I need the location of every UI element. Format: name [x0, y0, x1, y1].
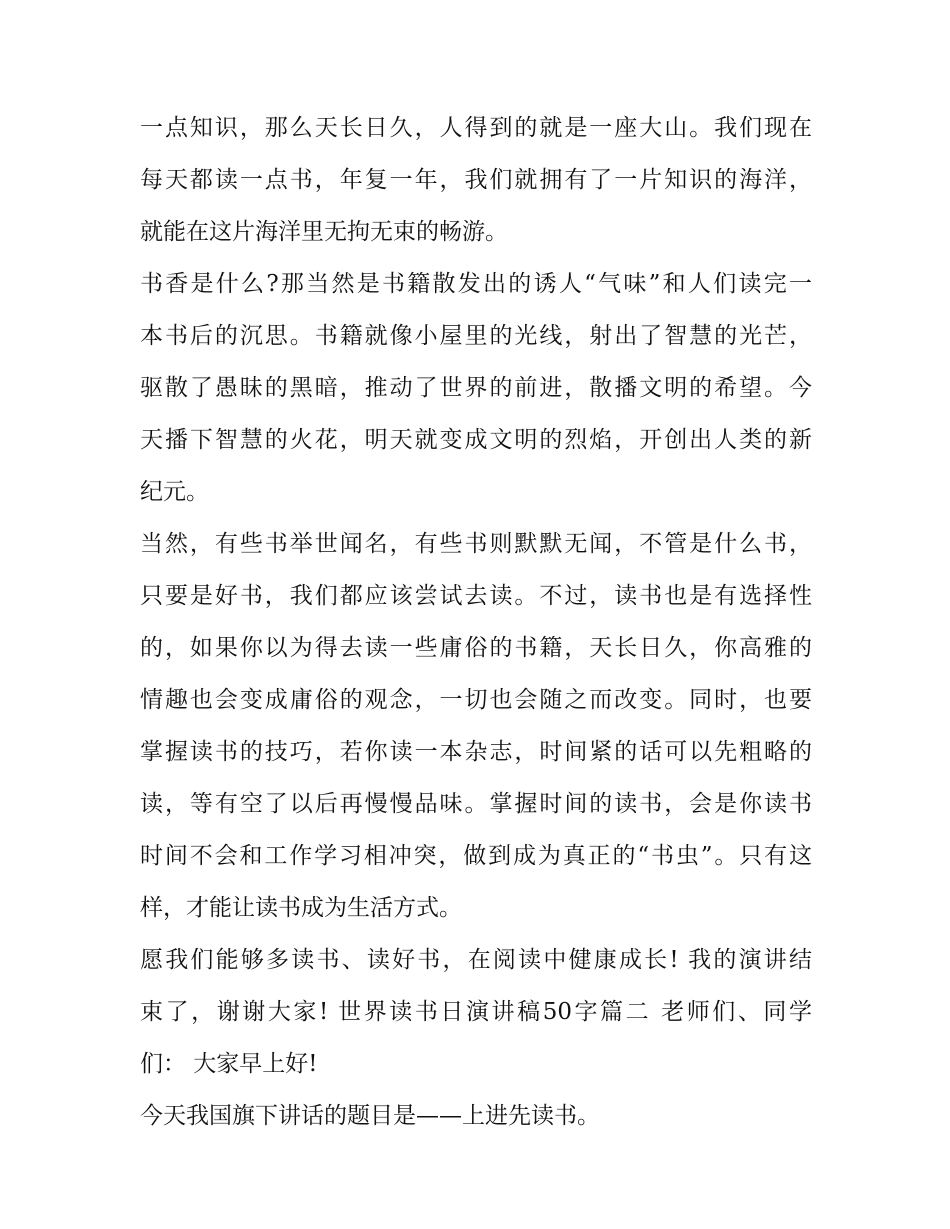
text-line: 今天我国旗下讲话的题目是——上进先读书。 [140, 1103, 600, 1129]
text-line: 束了，谢谢大家! 世界读书日演讲稿50字篇二 老师们、同学 [140, 999, 812, 1025]
text-line: 驱散了愚昧的黑暗，推动了世界的前进，散播文明的希望。今 [140, 375, 812, 401]
text-line: 的，如果你以为得去读一些庸俗的书籍，天长日久，你高雅的 [140, 635, 812, 661]
text-line: 愿我们能够多读书、读好书，在阅读中健康成长! 我的演讲结 [140, 947, 812, 973]
text-line: 书香是什么?那当然是书籍散发出的诱人“气味”和人们读完一 [140, 271, 812, 297]
text-line: 时间不会和工作学习相冲突，做到成为真正的“书虫”。只有这 [140, 843, 812, 869]
text-line: 样，才能让读书成为生活方式。 [140, 895, 462, 921]
text-line: 天播下智慧的火花，明天就变成文明的烈焰，开创出人类的新 [140, 427, 812, 453]
text-line: 们： 大家早上好! [140, 1051, 318, 1077]
text-line: 就能在这片海洋里无拘无束的畅游。 [140, 219, 508, 245]
text-line: 一点知识，那么天长日久，人得到的就是一座大山。我们现在 [140, 115, 812, 141]
text-line: 情趣也会变成庸俗的观念，一切也会随之而改变。同时，也要 [140, 687, 812, 713]
text-line: 只要是好书，我们都应该尝试去读。不过，读书也是有选择性 [140, 583, 812, 609]
document-body [140, 102, 812, 1142]
text-line: 当然，有些书举世闻名，有些书则默默无闻，不管是什么书， [140, 531, 812, 557]
text-line: 每天都读一点书，年复一年，我们就拥有了一片知识的海洋， [140, 167, 812, 193]
text-line: 读，等有空了以后再慢慢品味。掌握时间的读书，会是你读书 [140, 791, 812, 817]
text-line: 纪元。 [140, 479, 209, 505]
text-line: 掌握读书的技巧，若你读一本杂志，时间紧的话可以先粗略的 [140, 739, 812, 765]
text-line: 本书后的沉思。书籍就像小屋里的光线，射出了智慧的光芒， [140, 323, 812, 349]
